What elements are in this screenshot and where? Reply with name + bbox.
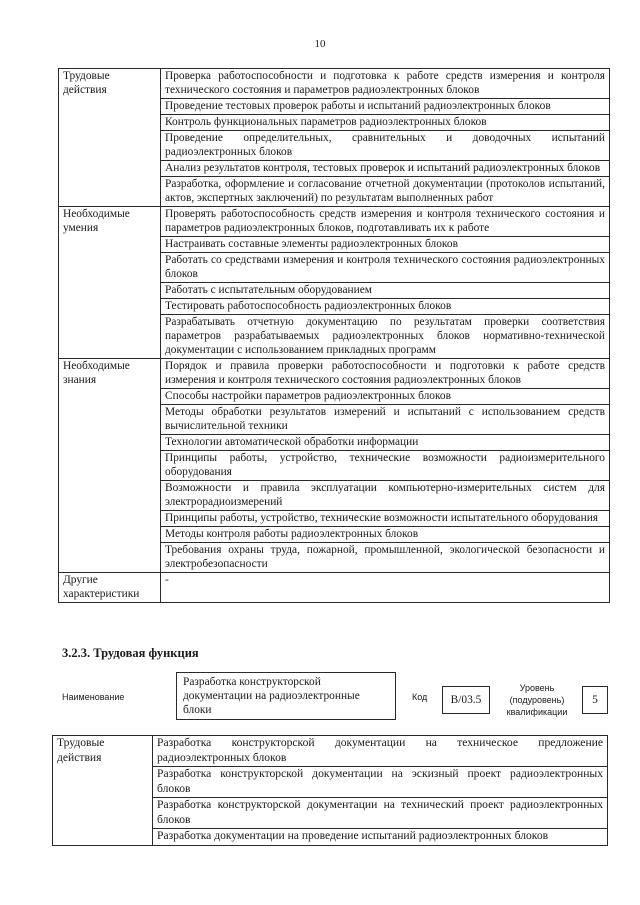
table-cell: Анализ результатов контроля, тестовых проверок и испытаний радиоэлектронных блоков <box>161 161 610 177</box>
section-title: 3.2.3. Трудовая функция <box>62 646 199 660</box>
table-cell: Разработка документации на проведение испытаний радиоэлектронных блоков <box>153 829 608 846</box>
name-label: Наименование <box>62 692 125 702</box>
table-cell: Технологии автоматической обработки информации <box>161 435 610 451</box>
table-cell: Разработка конструкторской документации на техническое предложение радиоэлектронных блоков <box>153 736 608 767</box>
table-cell: Контроль функциональных параметров радиоэлектронных блоков <box>161 115 610 131</box>
table-cell: Работать со средствами измерения и контроля технического состояния радиоэлектронных блоков <box>161 253 610 283</box>
table-cell: Тестировать работоспособность радиоэлектронных блоков <box>161 299 610 315</box>
table-cell: - <box>161 573 610 603</box>
table-cell: Разрабатывать отчетную документацию по результатам проверки соответствия параметров разрабатываемых радиоэлектронных блоков нормативно-технической документации с использованием прикладных программ <box>161 315 610 359</box>
code-label: Код <box>412 692 428 702</box>
function-name-value: Разработка конструкторской документации на радиоэлектронные блоки <box>176 672 396 720</box>
table-row <box>53 736 608 767</box>
table-cell: Способы настройки параметров радиоэлектронных блоков <box>161 389 610 405</box>
table-cell: Разработка конструкторской документации на технический проект радиоэлектронных блоков <box>153 798 608 829</box>
table-cell: Принципы работы, устройство, технические возможности испытательного оборудования <box>161 511 610 527</box>
labor-function-table-continued <box>58 68 610 603</box>
row-label-required-knowledge: Необходимые знания <box>59 359 161 573</box>
table-cell: Разработка, оформление и согласование отчетной документации (протоколов испытаний, актов, экспертных заключений) по результатам выполненных работ <box>161 177 610 207</box>
labor-function-b035-table <box>52 735 608 846</box>
qualification-level-label: Уровень (подуровень) квалификации <box>506 683 568 717</box>
table-cell: Проверка работоспособности и подготовка к работе средств измерения и контроля технического состояния и параметров радиоэлектронных блоков <box>161 69 610 99</box>
table-row <box>59 207 610 237</box>
table-cell: Принципы работы, устройство, технические возможности радиоизмерительного оборудования <box>161 451 610 481</box>
table-cell: Проведение определительных, сравнительных и доводочных испытаний радиоэлектронных блоков <box>161 131 610 161</box>
table-cell: Методы контроля работы радиоэлектронных блоков <box>161 527 610 543</box>
table-cell: Требования охраны труда, пожарной, промышленной, экологической безопасности и электробезопасности <box>161 543 610 573</box>
table-cell: Методы обработки результатов измерений и испытаний с использованием средств вычислительной техники <box>161 405 610 435</box>
table-row <box>59 359 610 389</box>
row-label-labor-actions: Трудовые действия <box>53 736 153 846</box>
function-header <box>0 670 640 730</box>
function-code-value: B/03.5 <box>442 686 490 714</box>
page-number: 10 <box>314 38 326 50</box>
table-cell: Порядок и правила проверки работоспособности и подготовки к работе средств измерения и контроля технического состояния радиоэлектронных блоков <box>161 359 610 389</box>
table-cell: Проведение тестовых проверок работы и испытаний радиоэлектронных блоков <box>161 99 610 115</box>
row-label-labor-actions: Трудовые действия <box>59 69 161 207</box>
qualification-level-value: 5 <box>582 686 608 714</box>
row-label-required-skills: Необходимые умения <box>59 207 161 359</box>
table-row <box>59 69 610 99</box>
table-cell: Настраивать составные элементы радиоэлектронных блоков <box>161 237 610 253</box>
row-label-other-characteristics: Другие характеристики <box>59 573 161 603</box>
table-cell: Проверять работоспособность средств измерения и контроля технического состояния и параметров радиоэлектронных блоков, подготавливать их к работе <box>161 207 610 237</box>
table-row <box>59 573 610 603</box>
table-cell: Разработка конструкторской документации на эскизный проект радиоэлектронных блоков <box>153 767 608 798</box>
table-cell: Возможности и правила эксплуатации компьютерно-измерительных систем для электрорадиоизмерений <box>161 481 610 511</box>
table-cell: Работать с испытательным оборудованием <box>161 283 610 299</box>
